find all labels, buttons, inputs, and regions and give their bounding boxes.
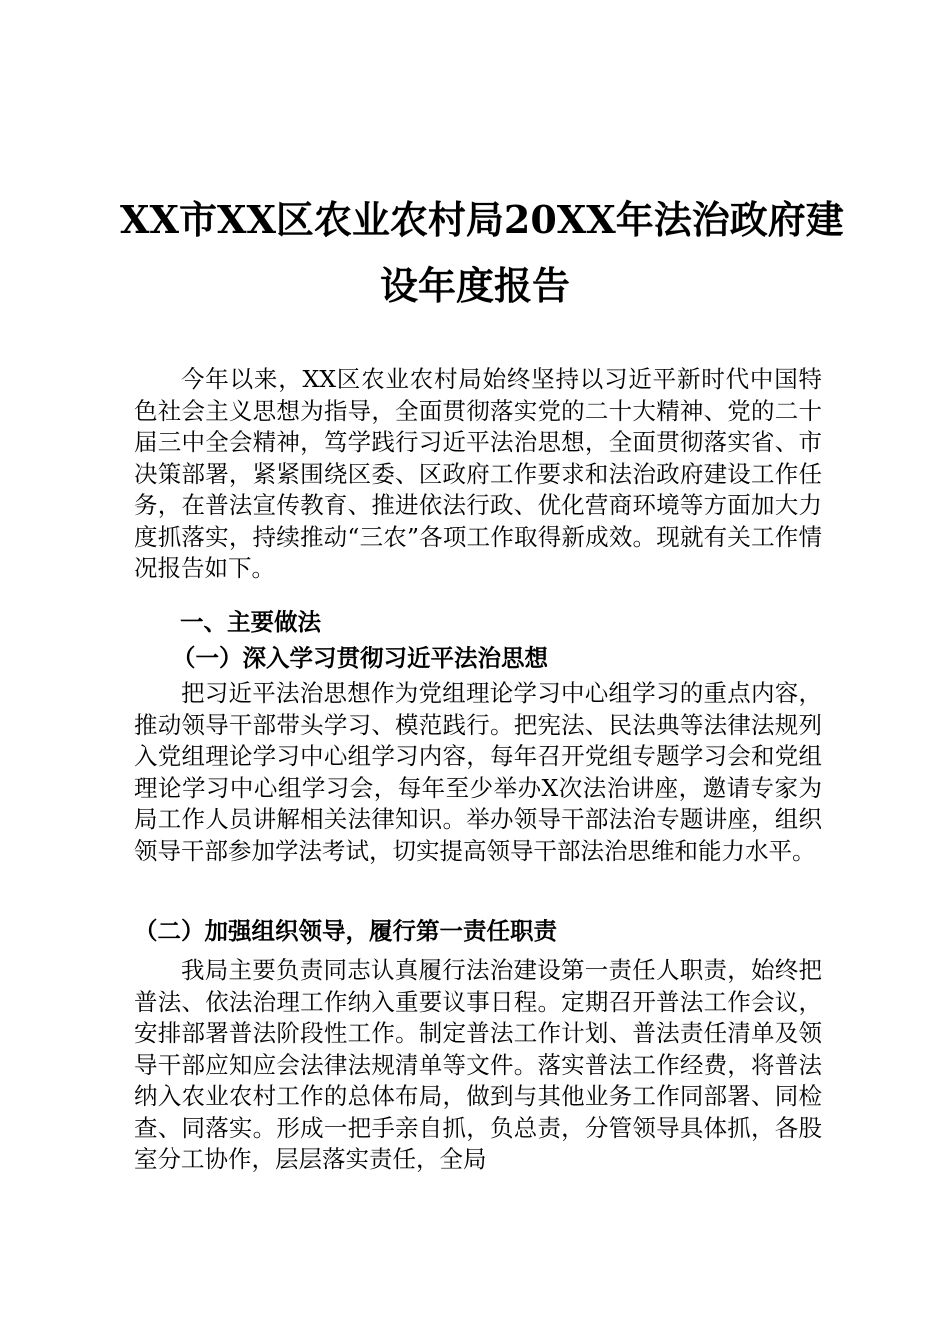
subsection-heading-2: （二）加强组织领导，履行第一责任职责 (134, 917, 557, 945)
subsection-2-paragraph: 我局主要负责同志认真履行法治建设第一责任人职责，始终把普法、依法治理工作纳入重要议事日程。定期召开普法工作会议，安排部署普法阶段性工作。制定普法工作计划、普法责任清单及领导干部应知应会法律法规清单等文件。落实普法工作经费，将普法纳入农业农村工作的总体布局，做到与其他业务工作同部署、同检查、同落实。形成一把手亲自抓，负总责，分管领导具体抓，各股室分工协作，层层落实责任，全局 (134, 956, 822, 1173)
document-title-line-1: XX市XX区农业农村局20XX年法治政府建 (120, 197, 844, 242)
document-title-line-2: 设年度报告 (379, 263, 570, 308)
subsection-heading-1: （一）深入学习贯彻习近平法治思想 (172, 644, 548, 672)
section-heading-main-practices: 一、主要做法 (180, 608, 321, 636)
subsection-1-paragraph: 把习近平法治思想作为党组理论学习中心组学习的重点内容，推动领导干部带头学习、模范践行。把宪法、民法典等法律法规列入党组理论学习中心组学习内容，每年召开党组专题学习会和党组理论学习中心组学习会，每年至少举办X次法治讲座，邀请专家为局工作人员讲解相关法律知识。举办领导干部法治专题讲座，组织领导干部参加学法考试，切实提高领导干部法治思维和能力水平。 (134, 679, 822, 865)
intro-paragraph: 今年以来，XX区农业农村局始终坚持以习近平新时代中国特色社会主义思想为指导，全面贯彻落实党的二十大精神、党的二十届三中全会精神，笃学践行习近平法治思想，全面贯彻落实省、市决策部署，紧紧围绕区委、区政府工作要求和法治政府建设工作任务，在普法宣传教育、推进依法行政、优化营商环境等方面加大力度抓落实，持续推动“三农”各项工作取得新成效。现就有关工作情况报告如下。 (134, 365, 822, 582)
